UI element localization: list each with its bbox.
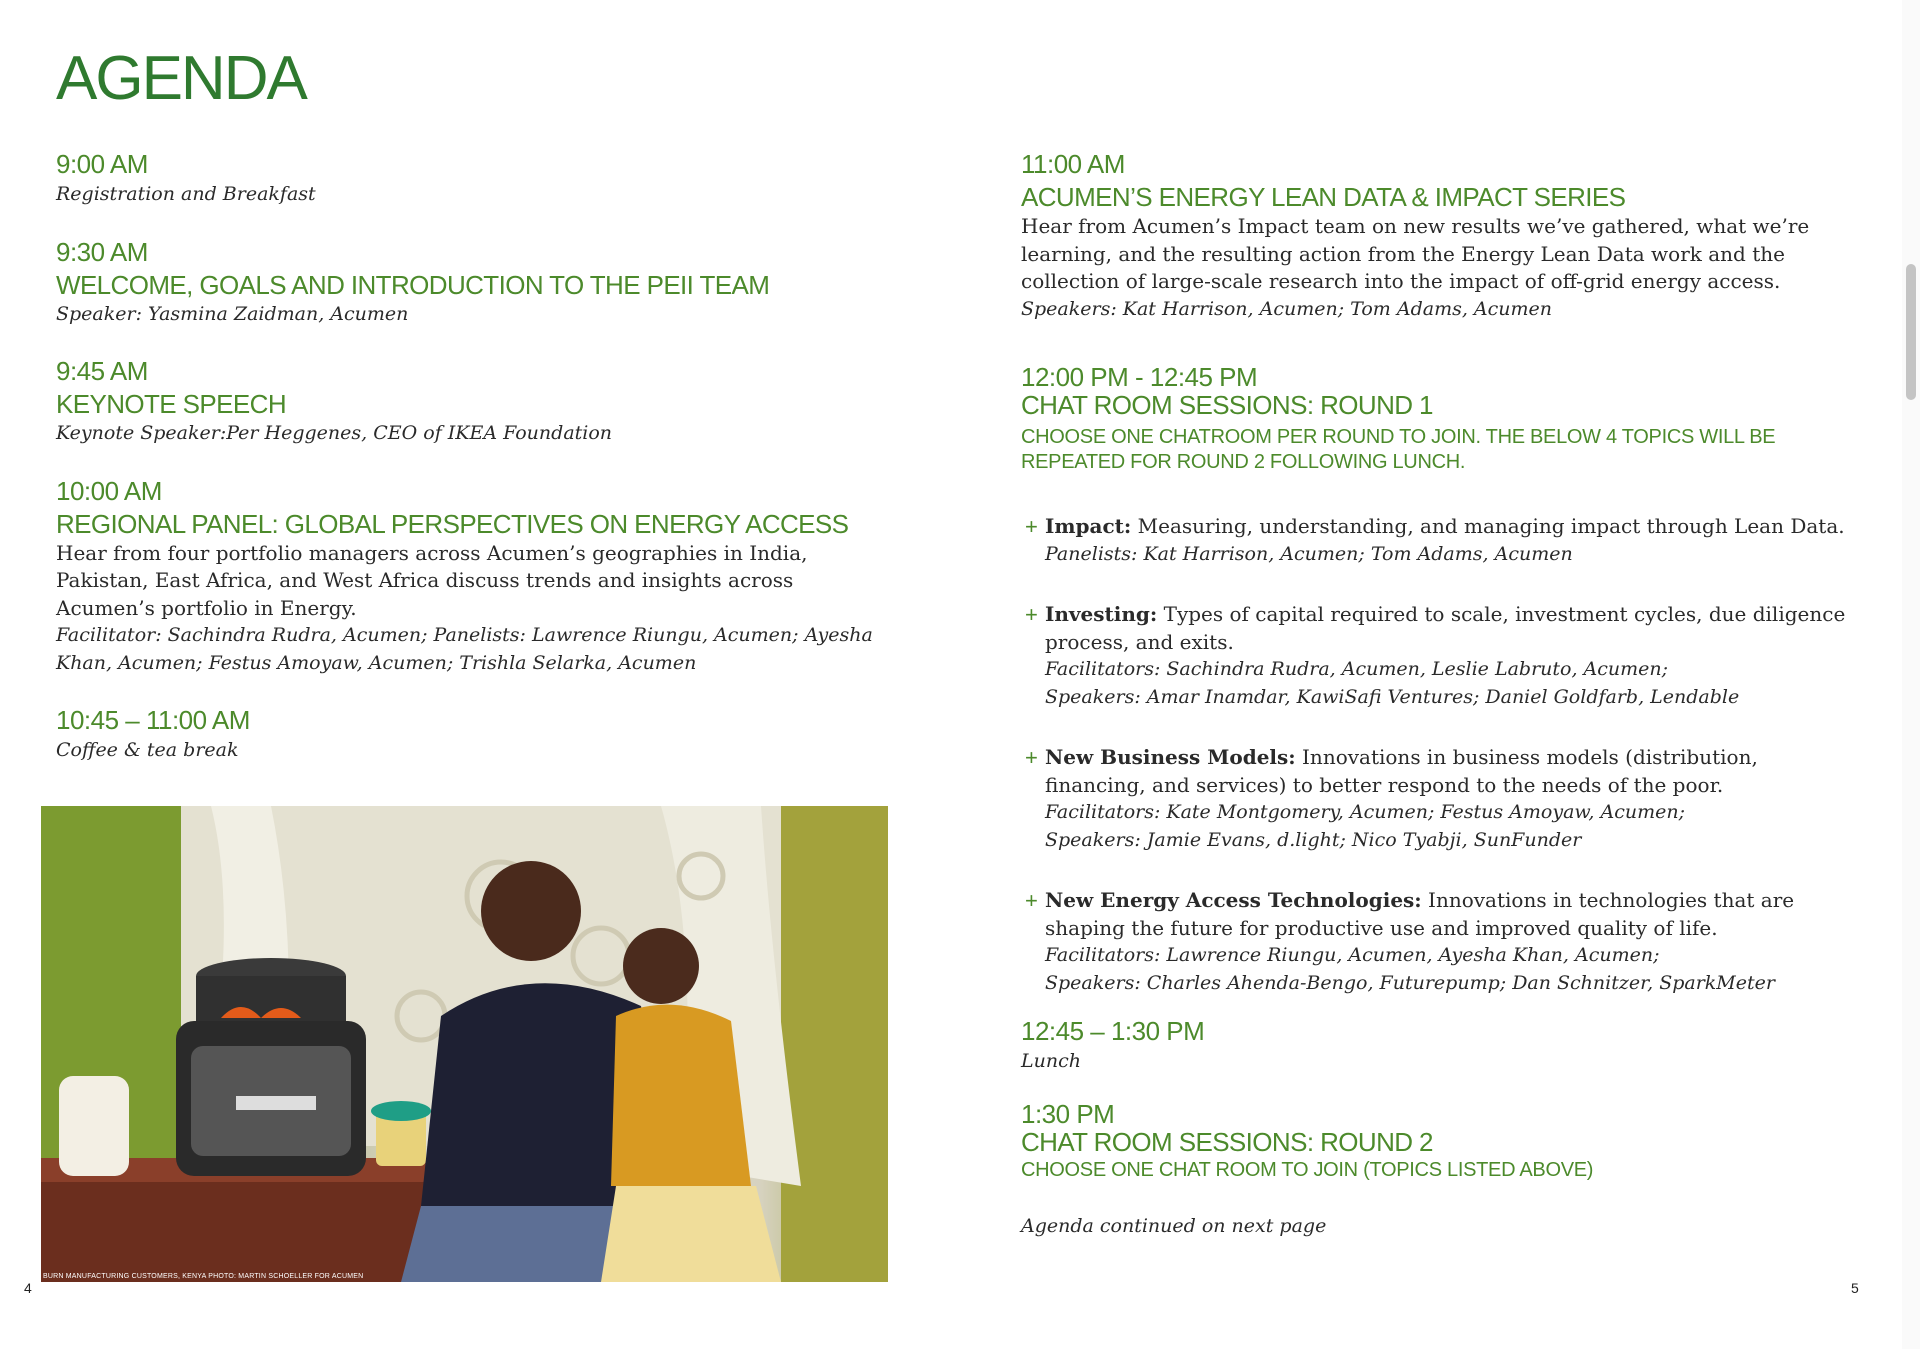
chat-topic: [1021, 887, 1851, 997]
topic-description: Measuring, understanding, and managing impact through Lean Data.: [1137, 514, 1845, 538]
topic-description: Innovations in business models (distribution, financing, and services) to better respond to the needs of the poor.: [1045, 745, 1758, 797]
agenda-item: [1021, 1015, 1851, 1076]
topic-name: New Business Models:: [1045, 745, 1296, 769]
session-speakers: Keynote Speaker:Per Heggenes, CEO of IKEA Foundation: [56, 422, 613, 444]
agenda-right-column: [1021, 148, 1851, 1240]
session-time: 9:45 AM: [56, 356, 148, 386]
continued-note: Agenda continued on next page: [1021, 1214, 1327, 1237]
chat-topic: [1021, 513, 1851, 568]
agenda-item: [56, 475, 876, 678]
topic-name: New Energy Access Technologies:: [1045, 888, 1422, 912]
scrollbar-thumb[interactable]: [1906, 264, 1916, 400]
session-title: KEYNOTE SPEECH: [56, 389, 286, 419]
topic-facilitators: Facilitators: Lawrence Riungu, Acumen, Ayesha Khan, Acumen;: [1045, 944, 1660, 966]
agenda-item: [56, 236, 876, 329]
session-note: Registration and Breakfast: [56, 183, 316, 205]
session-time: 10:45 – 11:00 AM: [56, 705, 250, 735]
session-title: CHAT ROOM SESSIONS: ROUND 1: [1021, 390, 1433, 420]
session-title: REGIONAL PANEL: GLOBAL PERSPECTIVES ON ENERGY ACCESS: [56, 508, 849, 539]
topic-facilitators: Facilitators: Sachindra Rudra, Acumen, Leslie Labruto, Acumen;: [1045, 658, 1669, 680]
topic-name: Investing:: [1045, 602, 1158, 626]
chat-topic: [1021, 601, 1851, 711]
topic-speakers: Speakers: Amar Inamdar, KawiSafi Ventures; Daniel Goldfarb, Lendable: [1045, 685, 1740, 708]
session-note: Lunch: [1021, 1050, 1081, 1072]
session-subtitle: CHOOSE ONE CHAT ROOM TO JOIN (TOPICS LISTED ABOVE): [1021, 1158, 1594, 1181]
scrollbar[interactable]: [1902, 0, 1920, 1349]
session-time: 12:00 PM - 12:45 PM: [1021, 362, 1258, 392]
agenda-left-column: [56, 148, 876, 765]
topic-description: Innovations in technologies that are shaping the future for productive use and improved quality of life.: [1045, 888, 1795, 940]
agenda-item: [56, 148, 876, 209]
session-time: 9:30 AM: [56, 236, 148, 267]
page-number-left: 4: [24, 1280, 32, 1296]
plus-icon: +: [1025, 602, 1038, 627]
session-description: Hear from four portfolio managers across Acumen’s geographies in India, Pakistan, East Africa, and West Africa discuss trends and insights across Acumen’s portfolio in Energy.: [56, 540, 808, 620]
topic-description: Types of capital required to scale, investment cycles, due diligence process, and exits.: [1045, 602, 1846, 654]
topic-speakers: Speakers: Charles Ahenda-Bengo, Futurepump; Dan Schnitzer, SparkMeter: [1045, 971, 1775, 994]
topic-speakers: Panelists: Kat Harrison, Acumen; Tom Adams, Acumen: [1045, 542, 1573, 565]
session-speakers: Speakers: Kat Harrison, Acumen; Tom Adams, Acumen: [1021, 297, 1553, 320]
session-title: WELCOME, GOALS AND INTRODUCTION TO THE PEII TEAM: [56, 269, 770, 300]
session-time: 11:00 AM: [1021, 149, 1125, 179]
photo-illustration: [41, 806, 888, 1282]
plus-icon: +: [1025, 514, 1038, 539]
session-time: 12:45 – 1:30 PM: [1021, 1016, 1205, 1046]
page-number-right: 5: [1851, 1280, 1859, 1296]
session-time: 10:00 AM: [56, 475, 162, 506]
chat-topic: [1021, 744, 1851, 854]
photo-woman-child-cookstove: [41, 806, 888, 1282]
photo-caption: BURN MANUFACTURING CUSTOMERS, KENYA PHOTO: MARTIN SCHOELLER FOR ACUMEN: [43, 1273, 364, 1280]
session-time: 1:30 PM: [1021, 1098, 1115, 1129]
topic-speakers: Speakers: Jamie Evans, d.light; Nico Tyabji, SunFunder: [1045, 828, 1582, 851]
session-title: CHAT ROOM SESSIONS: ROUND 2: [1021, 1126, 1433, 1157]
session-speakers: Facilitator: Sachindra Rudra, Acumen; Panelists: Lawrence Riungu, Acumen; Ayesha Khan, Acumen; Festus Amoyaw, Acumen; Trishla Selarka, Acumen: [56, 624, 873, 674]
agenda-item: [1021, 148, 1851, 323]
session-description: Hear from Acumen’s Impact team on new results we’ve gathered, what we’re learning, and the resulting action from the Energy Lean Data work and the collection of large-scale research into the impact of off-grid energy access.: [1021, 214, 1810, 293]
page-title: AGENDA: [56, 44, 306, 113]
session-speakers: Speaker: Yasmina Zaidman, Acumen: [56, 302, 409, 325]
topic-facilitators: Facilitators: Kate Montgomery, Acumen; Festus Amoyaw, Acumen;: [1045, 801, 1686, 823]
agenda-item: [56, 704, 876, 765]
plus-icon: +: [1025, 888, 1038, 913]
session-title: ACUMEN’S ENERGY LEAN DATA & IMPACT SERIES: [1021, 182, 1626, 212]
plus-icon: +: [1025, 745, 1038, 770]
topic-name: Impact:: [1045, 514, 1132, 538]
agenda-item: [56, 355, 876, 448]
agenda-item: [1021, 363, 1851, 475]
agenda-item: [1021, 1100, 1851, 1183]
session-time: 9:00 AM: [56, 149, 148, 179]
session-subtitle: CHOOSE ONE CHATROOM PER ROUND TO JOIN. THE BELOW 4 TOPICS WILL BE REPEATED FOR ROUND 2 FOLLOWING LUNCH.: [1021, 426, 1776, 473]
session-note: Coffee & tea break: [56, 739, 239, 761]
